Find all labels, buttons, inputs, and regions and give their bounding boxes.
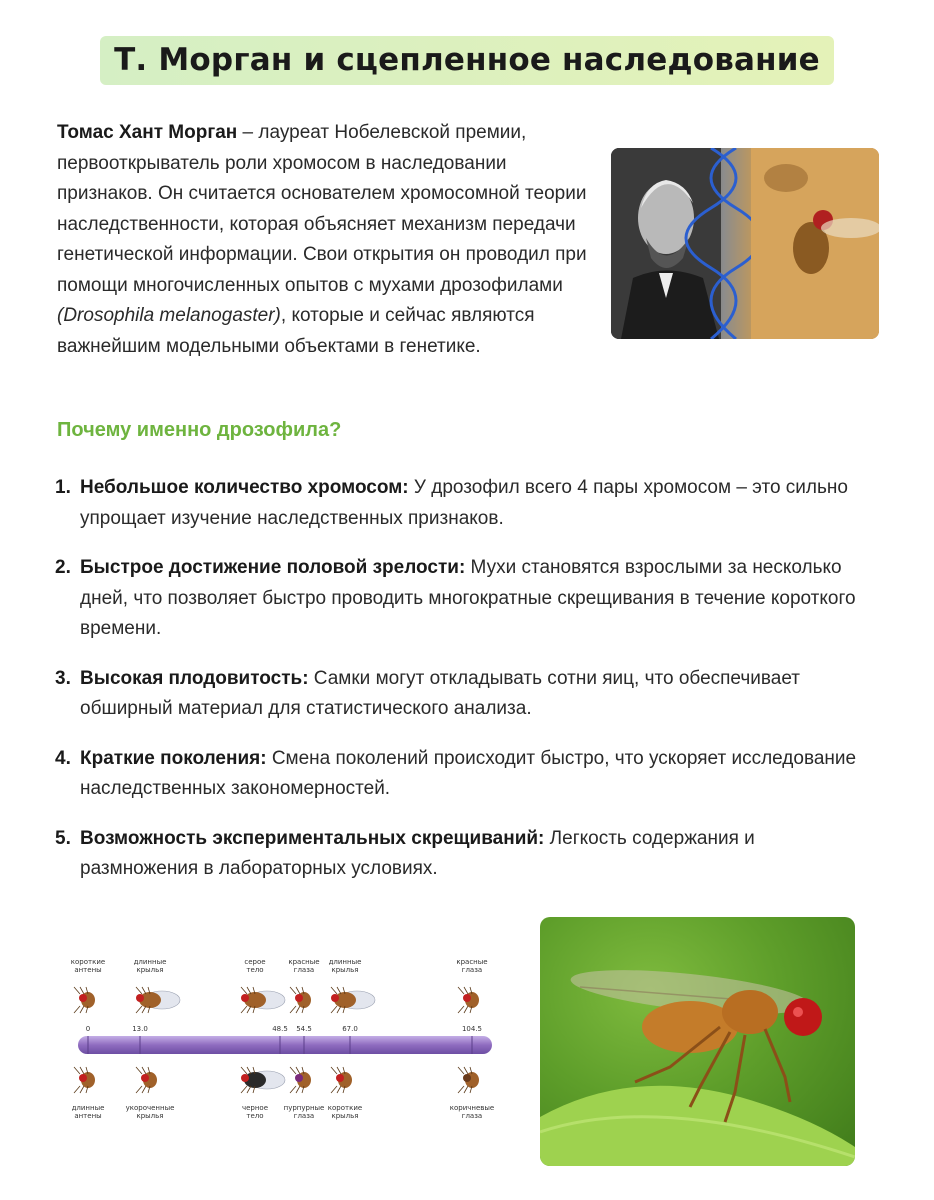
fly-icon — [290, 987, 311, 1013]
fly-icon — [241, 1067, 285, 1093]
position-label: 67.0 — [342, 1025, 358, 1033]
item-text: Легкость содержания и размножения в лабораторных условиях. — [80, 827, 755, 879]
trait-label: крылья — [331, 1112, 359, 1120]
item-heading: Высокая плодовитость: — [80, 667, 309, 689]
trait-label: красные — [288, 958, 320, 966]
fly-icon — [74, 1067, 95, 1093]
morgan-name: Томас Хант Морган — [57, 122, 238, 143]
list-item — [57, 473, 877, 534]
trait-label: крылья — [331, 966, 359, 974]
trait-label: короткие — [70, 958, 106, 966]
trait-label: коричневые — [449, 1104, 495, 1112]
position-label: 0 — [85, 1025, 91, 1033]
trait-label: черное — [241, 1104, 269, 1112]
trait-label: короткие — [327, 1104, 363, 1112]
item-text: Смена поколений происходит быстро, что ускоряет исследование наследственных закономерностей. — [80, 747, 857, 799]
trait-label: глаза — [461, 1112, 483, 1120]
item-number: 1. — [55, 477, 71, 498]
morgan-portrait-image — [611, 148, 879, 339]
list-item — [57, 824, 877, 885]
list-item — [57, 664, 877, 725]
item-number: 2. — [55, 557, 71, 578]
trait-label: укороченные — [125, 1104, 175, 1112]
trait-label: серое — [244, 958, 266, 966]
list-item — [57, 744, 877, 805]
list-item — [57, 553, 877, 645]
fly-icon — [290, 1067, 311, 1093]
trait-label: длинные — [71, 1104, 105, 1112]
intro-text-2: , которые и сейчас являются важнейшим модельными объектами в генетике. — [57, 305, 535, 357]
item-number: 4. — [55, 747, 71, 769]
position-label: 48.5 — [272, 1025, 288, 1033]
trait-label: красные — [456, 958, 488, 966]
item-heading: Краткие поколения: — [80, 747, 267, 769]
item-heading: Возможность экспериментальных скрещиваний: — [80, 827, 545, 849]
trait-label: крылья — [136, 1112, 164, 1120]
item-text: Самки могут откладывать сотни яиц, что обеспечивает обширный материал для статистического анализа. — [80, 667, 800, 719]
position-label: 13.0 — [132, 1025, 148, 1033]
item-heading: Небольшое количество хромосом: — [80, 477, 409, 498]
drosophila-photo — [540, 917, 855, 1166]
fly-icon — [458, 987, 479, 1013]
item-text: Мухи становятся взрослыми за несколько дней, что позволяет быстро проводить многократные скрещивания в течение короткого времени. — [80, 557, 856, 639]
fly-icon — [74, 987, 95, 1013]
trait-label: тело — [246, 966, 264, 974]
trait-label: тело — [246, 1112, 264, 1120]
fly-icon — [136, 1067, 157, 1093]
trait-label: крылья — [136, 966, 164, 974]
trait-label: длинные — [328, 958, 362, 966]
page-title: Т. Морган и сцепленное наследование — [100, 36, 834, 85]
intro-paragraph — [57, 118, 597, 362]
position-label: 104.5 — [461, 1025, 483, 1033]
section-subtitle: Почему именно дрозофила? — [57, 419, 342, 441]
trait-label: антены — [74, 966, 102, 974]
item-text: У дрозофил всего 4 пары хромосом – это сильно упрощает изучение наследственных признаков. — [80, 477, 848, 529]
fly-icon — [458, 1067, 479, 1093]
trait-label: глаза — [293, 1112, 315, 1120]
trait-label: глаза — [461, 966, 483, 974]
fly-icon — [241, 987, 285, 1013]
intro-text-1: – лауреат Нобелевской премии, первооткрыватель роли хромосом в наследовании признаков. Он считается основателем хромосомной теории наследственности, которая объясняет механизм передачи генетической информации. Свои открытия он проводил при помощи многочисленных опытов с мухами дрозофилами — [57, 122, 587, 296]
position-label: 54.5 — [296, 1025, 312, 1033]
trait-label: длинные — [133, 958, 167, 966]
chromosome-map-diagram — [60, 950, 510, 1130]
item-heading: Быстрое достижение половой зрелости: — [80, 557, 466, 578]
fly-icon — [331, 987, 375, 1013]
item-number: 5. — [55, 827, 71, 849]
latin-name: (Drosophila melanogaster) — [57, 305, 281, 326]
trait-label: пурпурные — [283, 1104, 325, 1112]
item-number: 3. — [55, 667, 71, 689]
trait-label: антены — [74, 1112, 102, 1120]
fly-icon — [331, 1067, 352, 1093]
reasons-list — [57, 473, 877, 904]
trait-label: глаза — [293, 966, 315, 974]
fly-icon — [136, 987, 180, 1013]
